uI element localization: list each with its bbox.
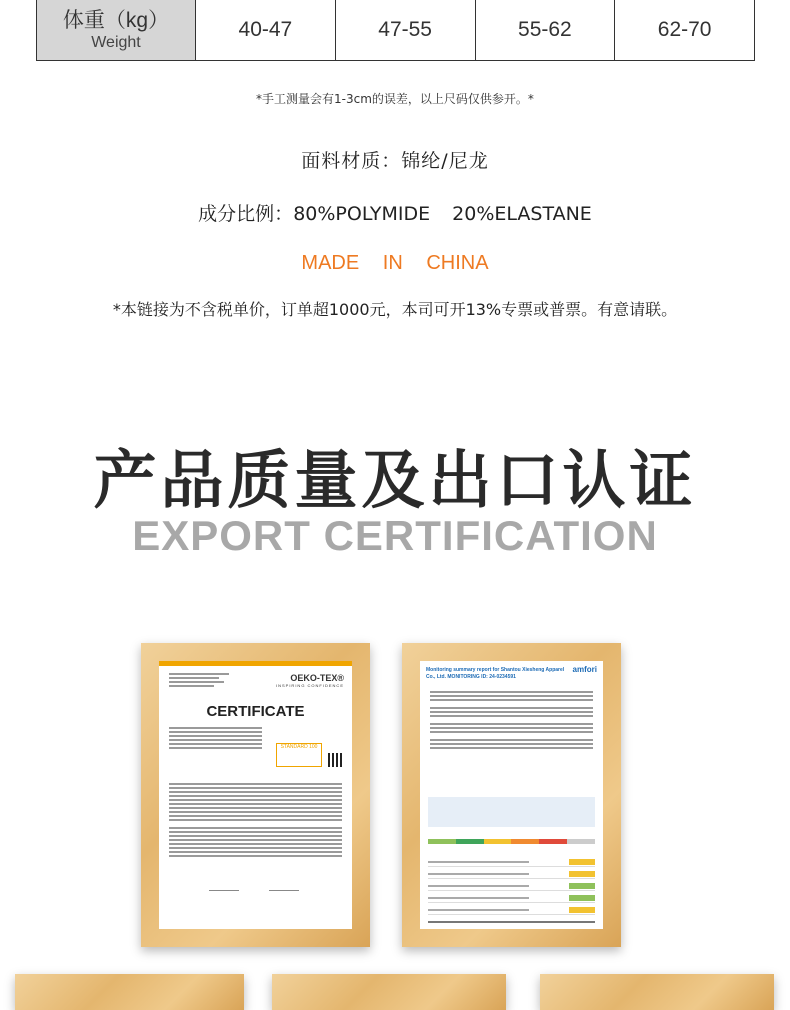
certificate-frame — [272, 974, 506, 1010]
rating-row — [428, 893, 595, 903]
measurement-note: *手工测量会有1-3cm的误差，以上尺码仅供参开。* — [256, 92, 534, 106]
weight-label-en: Weight — [91, 33, 141, 51]
weight-label-cn: 体重（kg） — [62, 8, 170, 32]
certification-subtitle: EXPORT CERTIFICATION — [132, 512, 658, 559]
amfori-report-frame — [402, 643, 621, 947]
overall-rating-bar — [428, 839, 595, 844]
made-word: MADE — [301, 252, 360, 274]
size-value: 55-62 — [475, 0, 615, 60]
made-in-china — [0, 252, 790, 275]
invoice-note: *本链接为不含税单价，订单超1000元，本司可开13%专票或普票。有意请联。 — [112, 300, 678, 319]
standard-100-stamp: STANDARD 100 — [276, 743, 322, 767]
amfori-report-image — [420, 661, 603, 929]
certificate-frame — [540, 974, 774, 1010]
signature — [209, 872, 239, 891]
size-value: 40-47 — [195, 0, 335, 60]
amfori-report-heading: Monitoring summary report for Shantou Xiesheng Apparel Co., Ltd. MONITORING ID: 24-0234591 — [426, 667, 565, 680]
size-table-header — [37, 0, 195, 60]
certificate-frame — [15, 974, 244, 1010]
amfori-logo: amfori — [572, 665, 597, 674]
oeko-certificate-image — [159, 661, 352, 929]
material-text: 面料材质：锦纶/尼龙 — [301, 150, 489, 172]
info-box — [428, 797, 595, 827]
composition-text — [0, 199, 790, 226]
composition-label: 成分比例： — [198, 203, 294, 225]
size-value: 62-70 — [614, 0, 754, 60]
certification-title: 产品质量及出口认证 — [93, 444, 697, 517]
qr-code-icon — [328, 753, 342, 767]
certificate-heading: CERTIFICATE — [206, 703, 305, 720]
in-word: IN — [382, 252, 403, 274]
composition-part2: 20%ELASTANE — [452, 203, 592, 225]
signature — [269, 872, 299, 891]
rating-row — [428, 857, 595, 867]
rating-row — [428, 905, 595, 915]
oeko-tex-logo: OEKO-TEX® INSPIRING CONFIDENCE — [275, 673, 344, 688]
rating-row — [428, 869, 595, 879]
composition-part1: 80%POLYMIDE — [293, 203, 431, 225]
oeko-certificate-frame — [141, 643, 370, 947]
china-word: CHINA — [426, 252, 489, 274]
rating-row — [428, 881, 595, 891]
size-table — [36, 0, 755, 61]
size-value: 47-55 — [335, 0, 475, 60]
